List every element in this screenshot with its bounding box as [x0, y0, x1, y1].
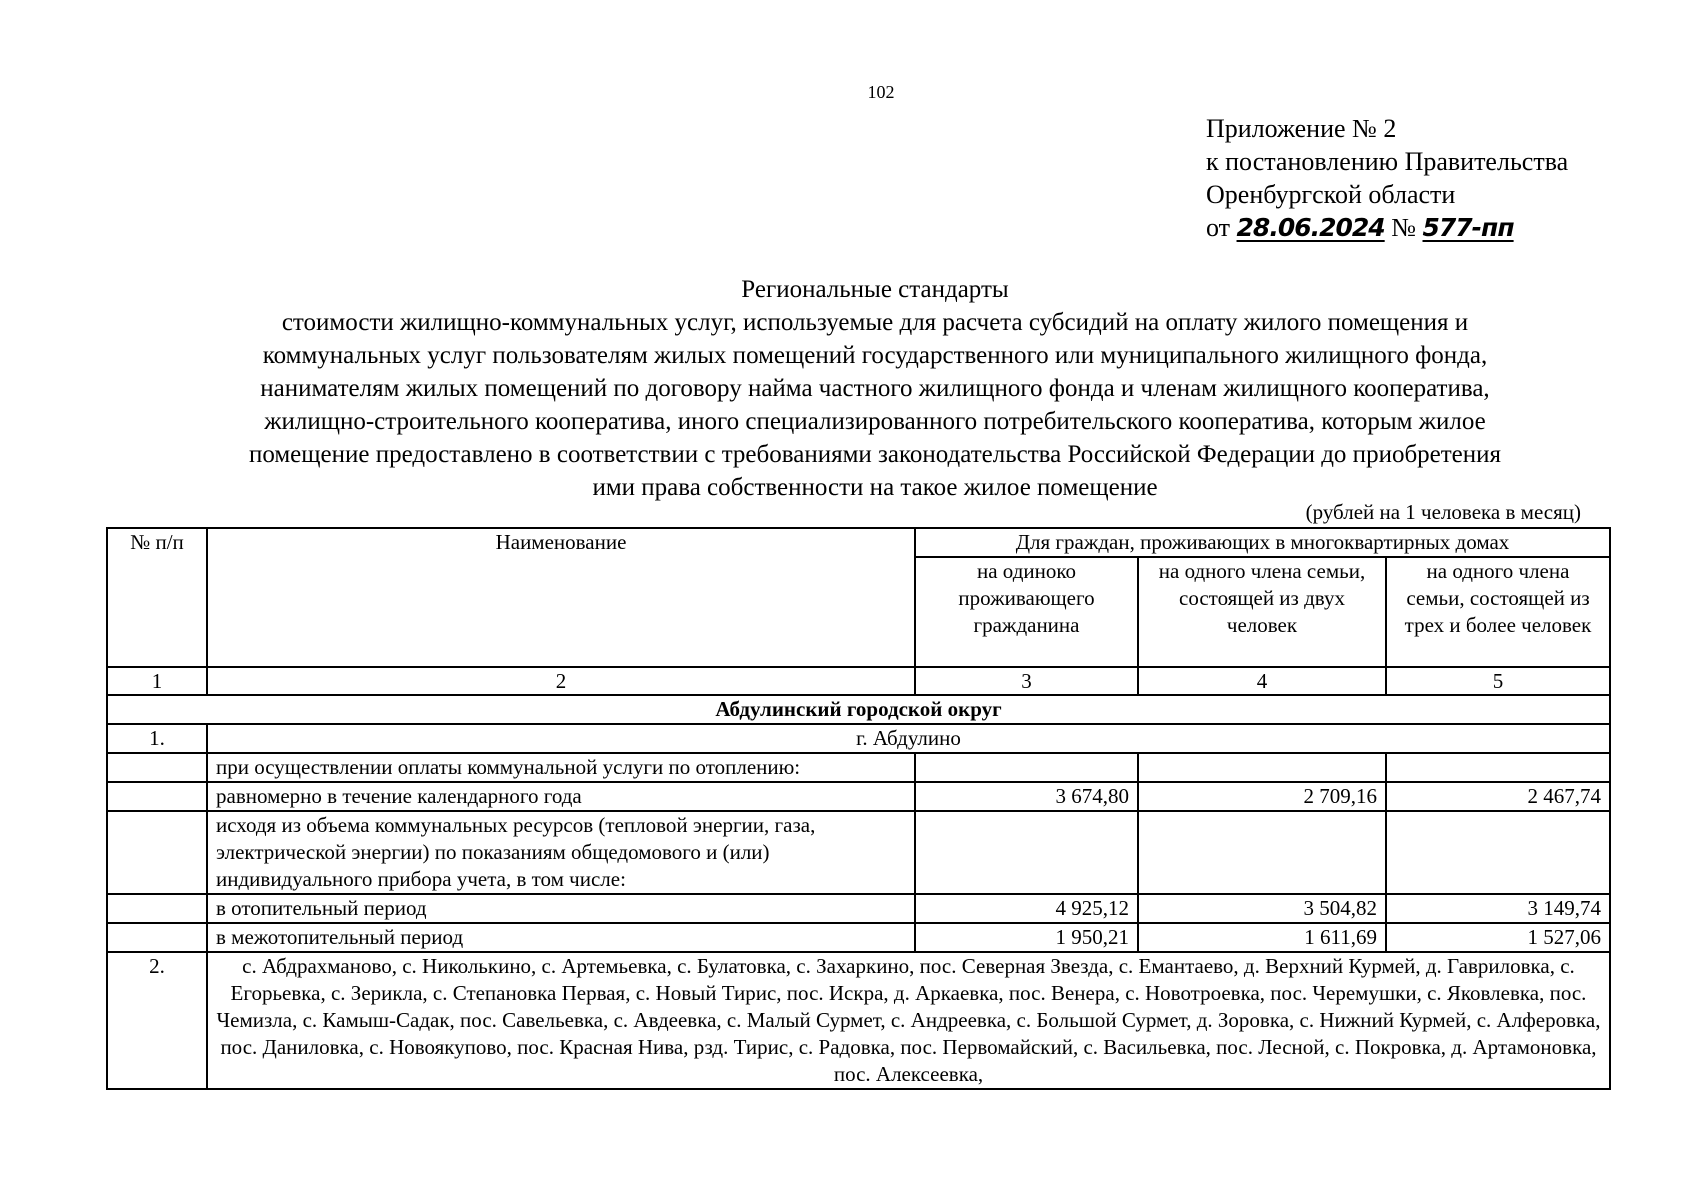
row-value-3: 3 674,80 [915, 782, 1138, 811]
header-num: № п/п [107, 528, 207, 667]
appendix-block [1206, 112, 1568, 244]
row-value-5: 2 467,74 [1386, 782, 1610, 811]
row-value-5: 3 149,74 [1386, 894, 1610, 923]
column-numbers-row [107, 667, 1610, 695]
handwritten-date: 28.06.2024 [1236, 213, 1385, 242]
item-number: 2. [107, 952, 207, 1089]
title-line: жилищно-строительного кооператива, иного специализированного потребительского кооператива, которым жилое [264, 408, 1486, 435]
column-number: 1 [107, 667, 207, 695]
row-value-4 [1138, 811, 1386, 894]
appendix-title: Приложение № 2 [1206, 114, 1397, 143]
row-value-4 [1138, 753, 1386, 782]
units-note: (рублей на 1 человека в месяц) [1305, 500, 1581, 524]
title-line: ими права собственности на такое жилое помещение [592, 474, 1158, 501]
row-name: в межотопительный период [207, 923, 915, 952]
handwritten-number: 577-пп [1422, 213, 1514, 242]
item-row [107, 952, 1610, 1089]
header-row [107, 528, 1610, 557]
table-row [107, 782, 1610, 811]
header-group: Для граждан, проживающих в многоквартирных домах [915, 528, 1610, 557]
section-row [107, 695, 1610, 724]
row-name: равномерно в течение календарного года [207, 782, 915, 811]
table-row [107, 923, 1610, 952]
appendix-line-3: Оренбургской области [1206, 180, 1456, 209]
row-value-4: 1 611,69 [1138, 923, 1386, 952]
from-label: от [1206, 213, 1231, 242]
row-value-5 [1386, 811, 1610, 894]
appendix-line-2: к постановлению Правительства [1206, 147, 1569, 176]
number-label: № [1391, 213, 1416, 242]
row-value-3 [915, 811, 1138, 894]
title-heading: Региональные стандарты [741, 276, 1009, 303]
column-number: 3 [915, 667, 1138, 695]
page-number: 102 [867, 82, 895, 102]
title-line: помещение предоставлено в соответствии с требованиями законодательства Российской Федерации до приобретения [248, 441, 1502, 468]
row-value-4: 3 504,82 [1138, 894, 1386, 923]
row-name: в отопительный период [207, 894, 915, 923]
section-title: Абдулинский городской округ [107, 695, 1610, 724]
standards-table [106, 527, 1611, 1090]
table-row [107, 894, 1610, 923]
column-number: 4 [1138, 667, 1386, 695]
row-value-3: 1 950,21 [915, 923, 1138, 952]
title-line: стоимости жилищно-коммунальных услуг, используемые для расчета субсидий на оплату жилого помещения и [281, 309, 1469, 336]
title-line: нанимателям жилых помещений по договору найма частного жилищного фонда и членам жилищного кооператива, [260, 375, 1490, 402]
item-number: 1. [107, 724, 207, 753]
row-value-5: 1 527,06 [1386, 923, 1610, 952]
item-places: с. Абдрахманово, с. Николькино, с. Артемьевка, с. Булатовка, с. Захаркино, пос. Северная Звезда, с. Емантаево, д. Верхний Курмей, д. Гавриловка, с. Егорьевка, с. Зерикла, с. Степановка Первая, с. Новый Тирис, пос. Искра, д. Аркаевка, пос. Венера, с. Новотроевка, пос. Черемушки, с. Яковлевка, пос. Чемизла, с. Камыш-Садак, пос. Савельевка, с. Авдеевка, с. Малый Сурмет, с. Андреевка, с. Большой Сурмет, д. Зоровка, с. Нижний Курмей, с. Алферовка, пос. Даниловка, с. Новоякупово, пос. Красная Нива, рзд. Тирис, с. Радовка, пос. Первомайский, с. Васильевка, пос. Лесной, с. Покровка, д. Артамоновка, пос. Алексеевка, [207, 952, 1610, 1089]
column-number: 5 [1386, 667, 1610, 695]
row-name: исходя из объема коммунальных ресурсов (тепловой энергии, газа, электрической энергии) по показаниям общедомового и (или) индивидуального прибора учета, в том числе: [207, 811, 915, 894]
item-place: г. Абдулино [207, 724, 1610, 753]
row-value-5 [1386, 753, 1610, 782]
header-col3: на одиноко проживающего гражданина [915, 557, 1138, 667]
table-row [107, 811, 1610, 894]
header-name: Наименование [207, 528, 915, 667]
appendix-date-line [1206, 211, 1568, 244]
table-row [107, 753, 1610, 782]
title-line: коммунальных услуг пользователям жилых помещений государственного или муниципального жилищного фонда, [262, 342, 1488, 369]
row-value-3: 4 925,12 [915, 894, 1138, 923]
row-name: при осуществлении оплаты коммунальной услуги по отоплению: [207, 753, 915, 782]
row-value-3 [915, 753, 1138, 782]
header-col5: на одного члена семьи, состоящей из трех и более человек [1386, 557, 1610, 667]
row-value-4: 2 709,16 [1138, 782, 1386, 811]
header-col4: на одного члена семьи, состоящей из двух человек [1138, 557, 1386, 667]
item-row [107, 724, 1610, 753]
document-title [150, 273, 1600, 504]
column-number: 2 [207, 667, 915, 695]
